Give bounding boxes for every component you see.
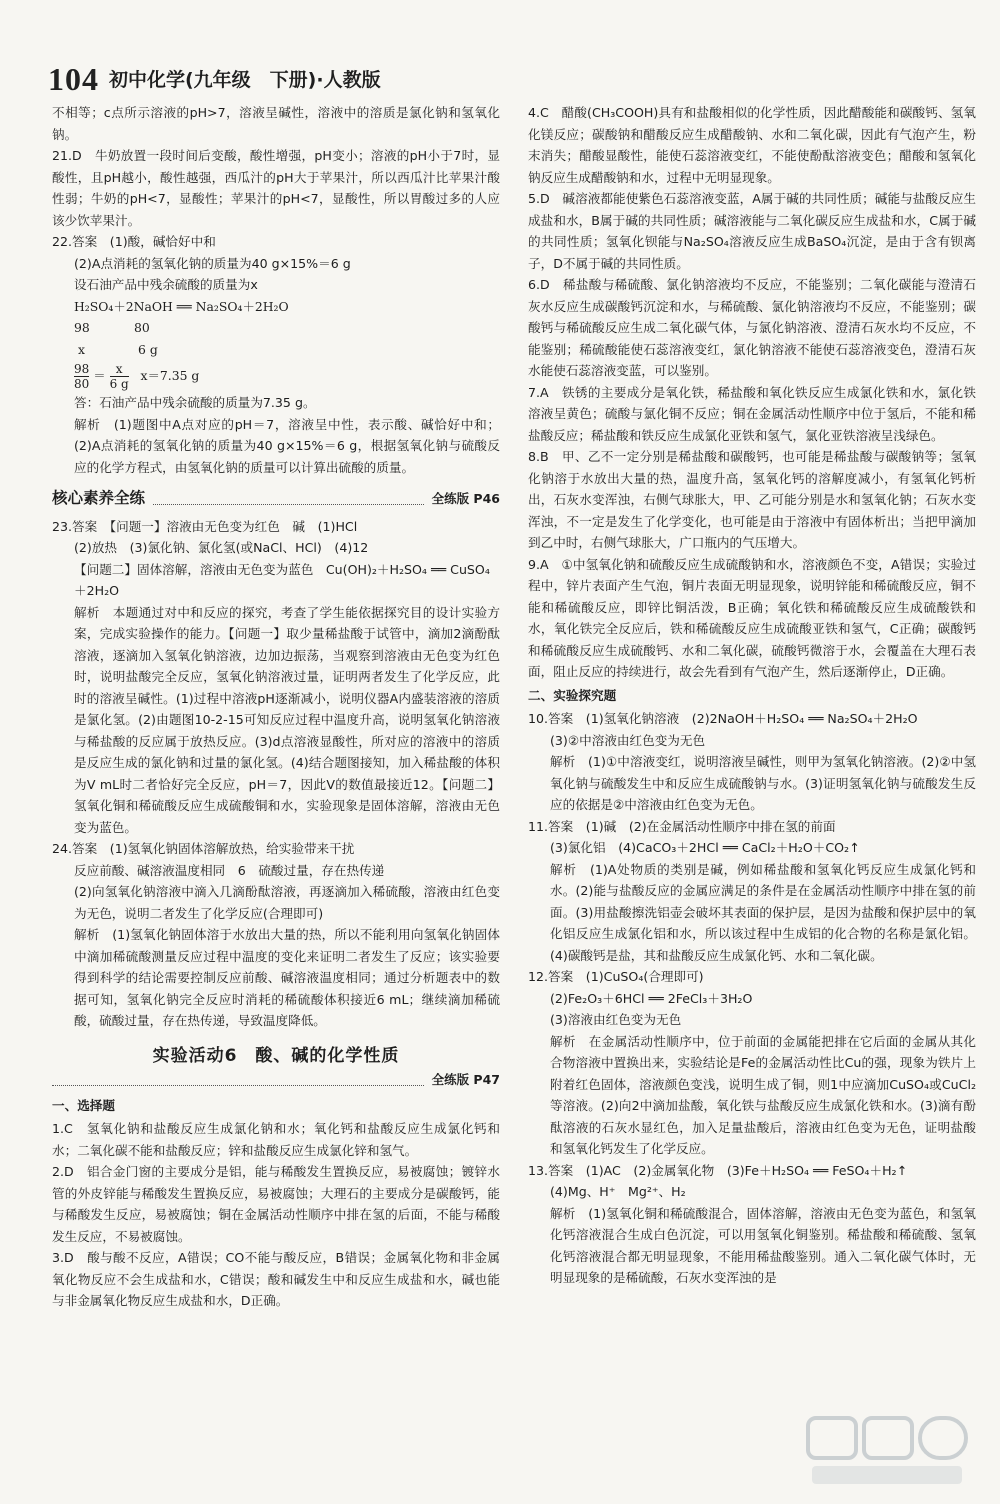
choice-1: 1.C 氢氧化钠和盐酸反应生成氯化钠和水；氧化钙和盐酸反应生成氯化钙和水；二氧化碳不能和盐酸反应；锌和盐酸反应生成氯化锌和氢气。 — [52, 1121, 500, 1158]
q22-result: x＝7.35 g — [140, 368, 200, 383]
subsection-choice: 一、选择题 — [52, 1097, 115, 1113]
q22-ratio-1a: 98 — [74, 320, 90, 335]
choice-7: 7.A 铁锈的主要成分是氧化铁，稀盐酸和氧化铁反应生成氯化铁和水，氯化铁溶液呈黄色；硫酸与氯化铜不反应；铜在金属活动性顺序中位于氢后，不能和稀盐酸反应；稀盐酸和铁反应生成氯化亚铁和氢气，氯化亚铁溶液呈浅绿色。 — [528, 384, 976, 443]
q22-answer-line-1: 22.答案 (1)酸，碱恰好中和 — [52, 234, 216, 249]
q22-explanation: 解析 (1)题图中A点对应的pH＝7，溶液呈中性，表示酸、碱恰好中和；(2)A点消耗的氢氧化钠的质量为40 g×15%＝6 g，根据氢氧化钠与硫酸反应的化学方程式，由氢氧化钠的质量可以计算出硫酸的质量。 — [74, 416, 500, 475]
choice-9: 9.A ①中氢氧化钠和硫酸反应生成硫酸钠和水，溶液颜色不变，A错误；实验过程中，锌片表面产生气泡，铜片表面无明显现象，说明锌能和稀硫酸反应，铜不能和稀硫酸反应，即锌比铜活泼，B正确；氧化铁和稀硫酸反应生成硫酸铁和水，氧化铁完全反应后，铁和稀硫酸反应生成硫酸亚铁和氢气，C正确；碳酸钙和稀硫酸反应生成硫酸钙、水和二氧化碳，硫酸钙微溶于水，会覆盖在大理石表面，阻止反应的持续进行，故会先看到有气泡产生，然后逐渐停止，D正确。 — [528, 556, 976, 679]
question-24 — [52, 838, 500, 1032]
q22-proportion: $\frac{98}{80}$ ＝ $\frac{x}{6 g}$ x＝7.35 g — [74, 362, 200, 391]
question-12 — [528, 966, 976, 1160]
q24-answer-line-1: 24.答案 (1)氢氧化钠固体溶解放热，给实验带来干扰 — [52, 841, 355, 856]
q24-answer-line-2: 反应前酸、碱溶液温度相同 6 硫酸过量，存在热传递 — [74, 862, 385, 878]
q23-answer-line-1: 23.答案 【问题一】溶液由无色变为红色 碱 (1)HCl — [52, 518, 358, 534]
question-21: 21.D 牛奶放置一段时间后变酸，酸性增强，pH变小；溶液的pH小于7时，显酸性，且pH越小，酸性越强，西瓜汁的pH大于苹果汁，所以西瓜汁比苹果汁酸性弱；牛奶的pH<7，显酸性；苹果汁的pH<7，显酸性，所以胃酸过多的人应该少饮苹果汁。 — [52, 148, 500, 228]
dotted-leader — [153, 504, 424, 505]
q23-answer-line-3: 【问题二】固体溶解，溶液由无色变为蓝色 Cu(OH)₂＋H₂SO₄ ══ CuSO₄＋2H₂O — [74, 561, 490, 598]
right-column — [528, 102, 976, 1289]
q12-explanation: 解析 在金属活动性顺序中，位于前面的金属能把排在它后面的金属从其化合物溶液中置换出来，实验结论是Fe的金属活动性比Cu的强，现象为铁片上附着红色固体，溶液颜色变浅，说明生成了铜，则1中应滴加CuSO₄或CuCl₂等溶液。(2)向2中滴加盐酸，氧化铁与盐酸反应生成氯化铁和水。(3)滴有酚酞溶液的石灰水显红色，加入足量盐酸后，溶液由红色变为无色，证明盐酸和氢氧化钙发生了化学反应。 — [550, 1033, 976, 1156]
choice-2: 2.D 铝合金门窗的主要成分是铝，能与稀酸发生置换反应，易被腐蚀；镀锌水管的外皮锌能与稀酸发生置换反应，易被腐蚀；大理石的主要成分是碳酸钙，能与稀酸发生反应，易被腐蚀；铜在金属活动性顺序中排在氢的后面，不能与稀酸发生反应，不易被腐蚀。 — [52, 1164, 500, 1244]
q22-answer-line-3: 设石油产品中残余硫酸的质量为x — [74, 277, 258, 292]
choice-8: 8.B 甲、乙不一定分别是稀盐酸和碳酸钙，也可能是稀盐酸与碳酸钠等；氢氧化钠溶于水放出大量的热，温度升高，氢氧化钙的溶解度减小，有氢氧化钙析出，石灰水变浑浊，右侧气球胀大，甲、乙可能分别是水和氢氧化钠；石灰水变浑浊，不一定是发生了化学变化，也可能是由于溶液中有固体析出；当把甲滴加到乙中时，右侧气球胀大，广口瓶内的气压增大。 — [528, 449, 976, 550]
choice-4: 4.C 醋酸(CH₃COOH)具有和盐酸相似的化学性质，因此醋酸能和碳酸钙、氢氧化镁反应；碳酸钠和醋酸反应生成醋酸钠、水和二氧化碳，因此有气泡产生，粉末消失；醋酸显酸性，能使石蕊溶液变红，不能使酚酞溶液变色；醋酸和氢氧化钠反应生成醋酸钠和水，过程中无明显现象。 — [528, 105, 976, 185]
book-title: 初中化学(九年级 下册)·人教版 — [109, 69, 381, 91]
choice-5: 5.D 碱溶液都能使紫色石蕊溶液变蓝，A属于碱的共同性质；碱能与盐酸反应生成盐和水，B属于碱的共同性质；碱溶液能与二氧化碳反应生成盐和水，C属于碱的共同性质；氢氧化钡能与Na₂SO₄溶液反应生成BaSO₄沉淀，是由于含有钡离子，D不属于碱的共同性质。 — [528, 191, 976, 271]
choice-6: 6.D 稀盐酸与稀硫酸、氯化钠溶液均不反应，不能鉴别；二氧化碳能与澄清石灰水反应生成碳酸钙沉淀和水，与稀硫酸、氯化钠溶液均不反应，不能鉴别；碳酸钙与稀硫酸反应生成二氧化碳气体，与氯化钠溶液、澄清石灰水均不反应，不能鉴别；稀硫酸能使石蕊溶液变红，氯化钠溶液不能使石蕊溶液变色，澄清石灰水能使石蕊溶液变蓝，可以鉴别。 — [528, 277, 976, 378]
q10-answer-line-1: 10.答案 (1)氢氧化钠溶液 (2)2NaOH＋H₂SO₄ ══ Na₂SO₄＋2H₂O — [528, 711, 918, 726]
q22-ratio-2b: 6 g — [138, 341, 158, 357]
question-23 — [52, 516, 500, 839]
dotted-leader — [52, 1085, 424, 1086]
q12-answer-line-2: (2)Fe₂O₃＋6HCl ══ 2FeCl₃＋3H₂O — [550, 990, 753, 1006]
q11-explanation: 解析 (1)A处物质的类别是碱，例如稀盐酸和氢氧化钙反应生成氯化钙和水。(2)能与盐酸反应的金属应满足的条件是在金属活动性顺序中排在氢的前面。(3)用盐酸擦洗铝壶会破坏其表面的保护层，是因为盐酸和保护层中的氧化铝反应生成氯化铝和水，所以该过程中生成铝的化合物的名称是氯化铝。(4)碳酸钙是盐，其和盐酸反应生成氯化钙、水和二氧化碳。 — [550, 861, 976, 963]
q22-equation: H₂SO₄＋2NaOH ══ Na₂SO₄＋2H₂O — [74, 298, 289, 314]
q22-ratio-1b: 80 — [134, 320, 150, 335]
question-11 — [528, 816, 976, 967]
paragraph-continued: 不相等；c点所示溶液的pH>7，溶液呈碱性，溶液中的溶质是氯化钠和氢氧化钠。 — [52, 105, 500, 142]
page-header — [48, 60, 548, 97]
section-heading-core — [52, 488, 500, 510]
q22-ratio-row-2 — [52, 339, 500, 361]
q22-ratio-2a: x — [78, 341, 85, 357]
choice-3: 3.D 酸与酸不反应，A错误；CO不能与酸反应，B错误；金属氧化物和非金属氧化物反应不会生成盐和水，C错误；酸和碱发生中和反应生成盐和水，碱也能与非金属氧化物反应生成盐和水，D正确。 — [52, 1250, 500, 1308]
activity-title: 实验活动6 酸、碱的化学性质 — [152, 1045, 400, 1066]
q22-answer-line-2: (2)A点消耗的氢氧化钠的质量为40 g×15%＝6 g — [74, 255, 351, 271]
subsection-experiment: 二、实验探究题 — [528, 687, 617, 703]
fraction-b-num: x — [110, 362, 129, 377]
q13-answer-line-2: (4)Mg、H⁺ Mg²⁺、H₂ — [550, 1184, 686, 1199]
question-22 — [52, 231, 500, 478]
q10-explanation: 解析 (1)①中溶液变红，说明溶液呈碱性，则甲为氢氧化钠溶液。(2)②中氢氧化钠与硫酸发生中和反应生成硫酸钠与水。(3)证明氢氧化钠与硫酸发生反应的依据是②中溶液由红色变为无色。 — [550, 754, 976, 812]
q23-explanation: 解析 本题通过对中和反应的探究，考查了学生能依据探究目的设计实验方案，完成实验操作的能力。【问题一】取少量稀盐酸于试管中，滴加2滴酚酞溶液，逐滴加入氢氧化钠溶液，边加边振荡，当观察到溶液由无色变为红色时，说明盐酸完全反应，氢氧化钠溶液过量，证明两者发生了化学反应，此时的溶液呈碱性。(1)过程中溶液pH逐渐减小，说明仪器A内盛装溶液的溶质是氯化氢。(2)由题图10-2-15可知反应过程中温度升高，说明氢氧化钠溶液与稀盐酸的反应属于放热反应。(3)d点溶液显酸性，所对应的溶液中的溶质是反应生成的氯化钠和过量的氯化氢。(4)结合题图接知，加入稀盐酸的体积为V mL时二者恰好完全反应，pH＝7，因此V的数值最接近12。【问题二】氢氧化铜和稀硫酸反应生成硫酸铜和水，实验现象是固体溶解，溶液由无色变为蓝色。 — [74, 604, 500, 835]
q11-answer-line-1: 11.答案 (1)碱 (2)在金属活动性顺序中排在氢的前面 — [528, 818, 836, 834]
activity-page-ref: 全练版 P47 — [431, 1072, 500, 1087]
q24-explanation: 解析 (1)氢氧化钠固体溶于水放出大量的热，所以不能利用向氢氧化钠固体中滴加稀硫酸测量反应过程中温度的变化来证明二者发生了反应；该实验要得到科学的结论需要控制反应前酸、碱溶液温度相同；通过分析题表中的数据可知，氢氧化钠完全反应时消耗的稀硫酸体积接近6 mL；继续滴加稀硫酸，硫酸过量，存在热传递，导致温度降低。 — [74, 927, 500, 1028]
q24-answer-line-3: (2)向氢氧化钠溶液中滴入几滴酚酞溶液，再逐滴加入稀硫酸，溶液由红色变为无色，说明二者发生了化学反应(合理即可) — [74, 884, 500, 921]
question-13 — [528, 1160, 976, 1289]
fraction-a — [74, 362, 89, 391]
fraction-b-den: 6 g — [109, 377, 129, 391]
q23-answer-line-2: (2)放热 (3)氯化钠、氯化氢(或NaCl、HCl) (4)12 — [74, 540, 369, 555]
fraction-a-den: 80 — [74, 377, 90, 391]
watermark-logo — [802, 1412, 972, 1492]
q12-answer-line-3: (3)溶液由红色变为无色 — [550, 1012, 682, 1027]
section-page-ref: 全练版 P46 — [431, 491, 500, 506]
fraction-b — [110, 362, 129, 391]
q10-answer-line-2: (3)②中溶液由红色变为无色 — [550, 732, 706, 748]
question-10 — [528, 708, 976, 816]
q12-answer-line-1: 12.答案 (1)CuSO₄(合理即可) — [528, 969, 704, 984]
left-column — [52, 102, 500, 1312]
q11-answer-line-2: (3)氯化铝 (4)CaCO₃＋2HCl ══ CaCl₂＋H₂O＋CO₂↑ — [550, 840, 860, 855]
q13-explanation: 解析 (1)氢氧化铜和稀硫酸混合，固体溶解，溶液由无色变为蓝色，和氢氧化钙溶液混合生成白色沉淀，可以用氢氧化铜鉴别。稀盐酸和稀硫酸、氢氧化钙溶液混合都无明显现象，不能用稀盐酸鉴别。通入二氧化碳气体时，无明显现象的是稀硫酸，石灰水变浑浊的是 — [550, 1205, 976, 1285]
section-title: 核心素养全练 — [52, 489, 146, 507]
q22-conclusion: 答：石油产品中残余硫酸的质量为7.35 g。 — [74, 395, 316, 410]
q22-ratio-row-1 — [52, 317, 500, 339]
page-number: 104 — [48, 61, 99, 97]
q13-answer-line-1: 13.答案 (1)AC (2)金属氧化物 (3)Fe＋H₂SO₄ ══ FeSO₄＋H₂↑ — [528, 1162, 908, 1178]
activity-ref-line — [52, 1069, 500, 1091]
fraction-a-num: 98 — [74, 362, 90, 376]
